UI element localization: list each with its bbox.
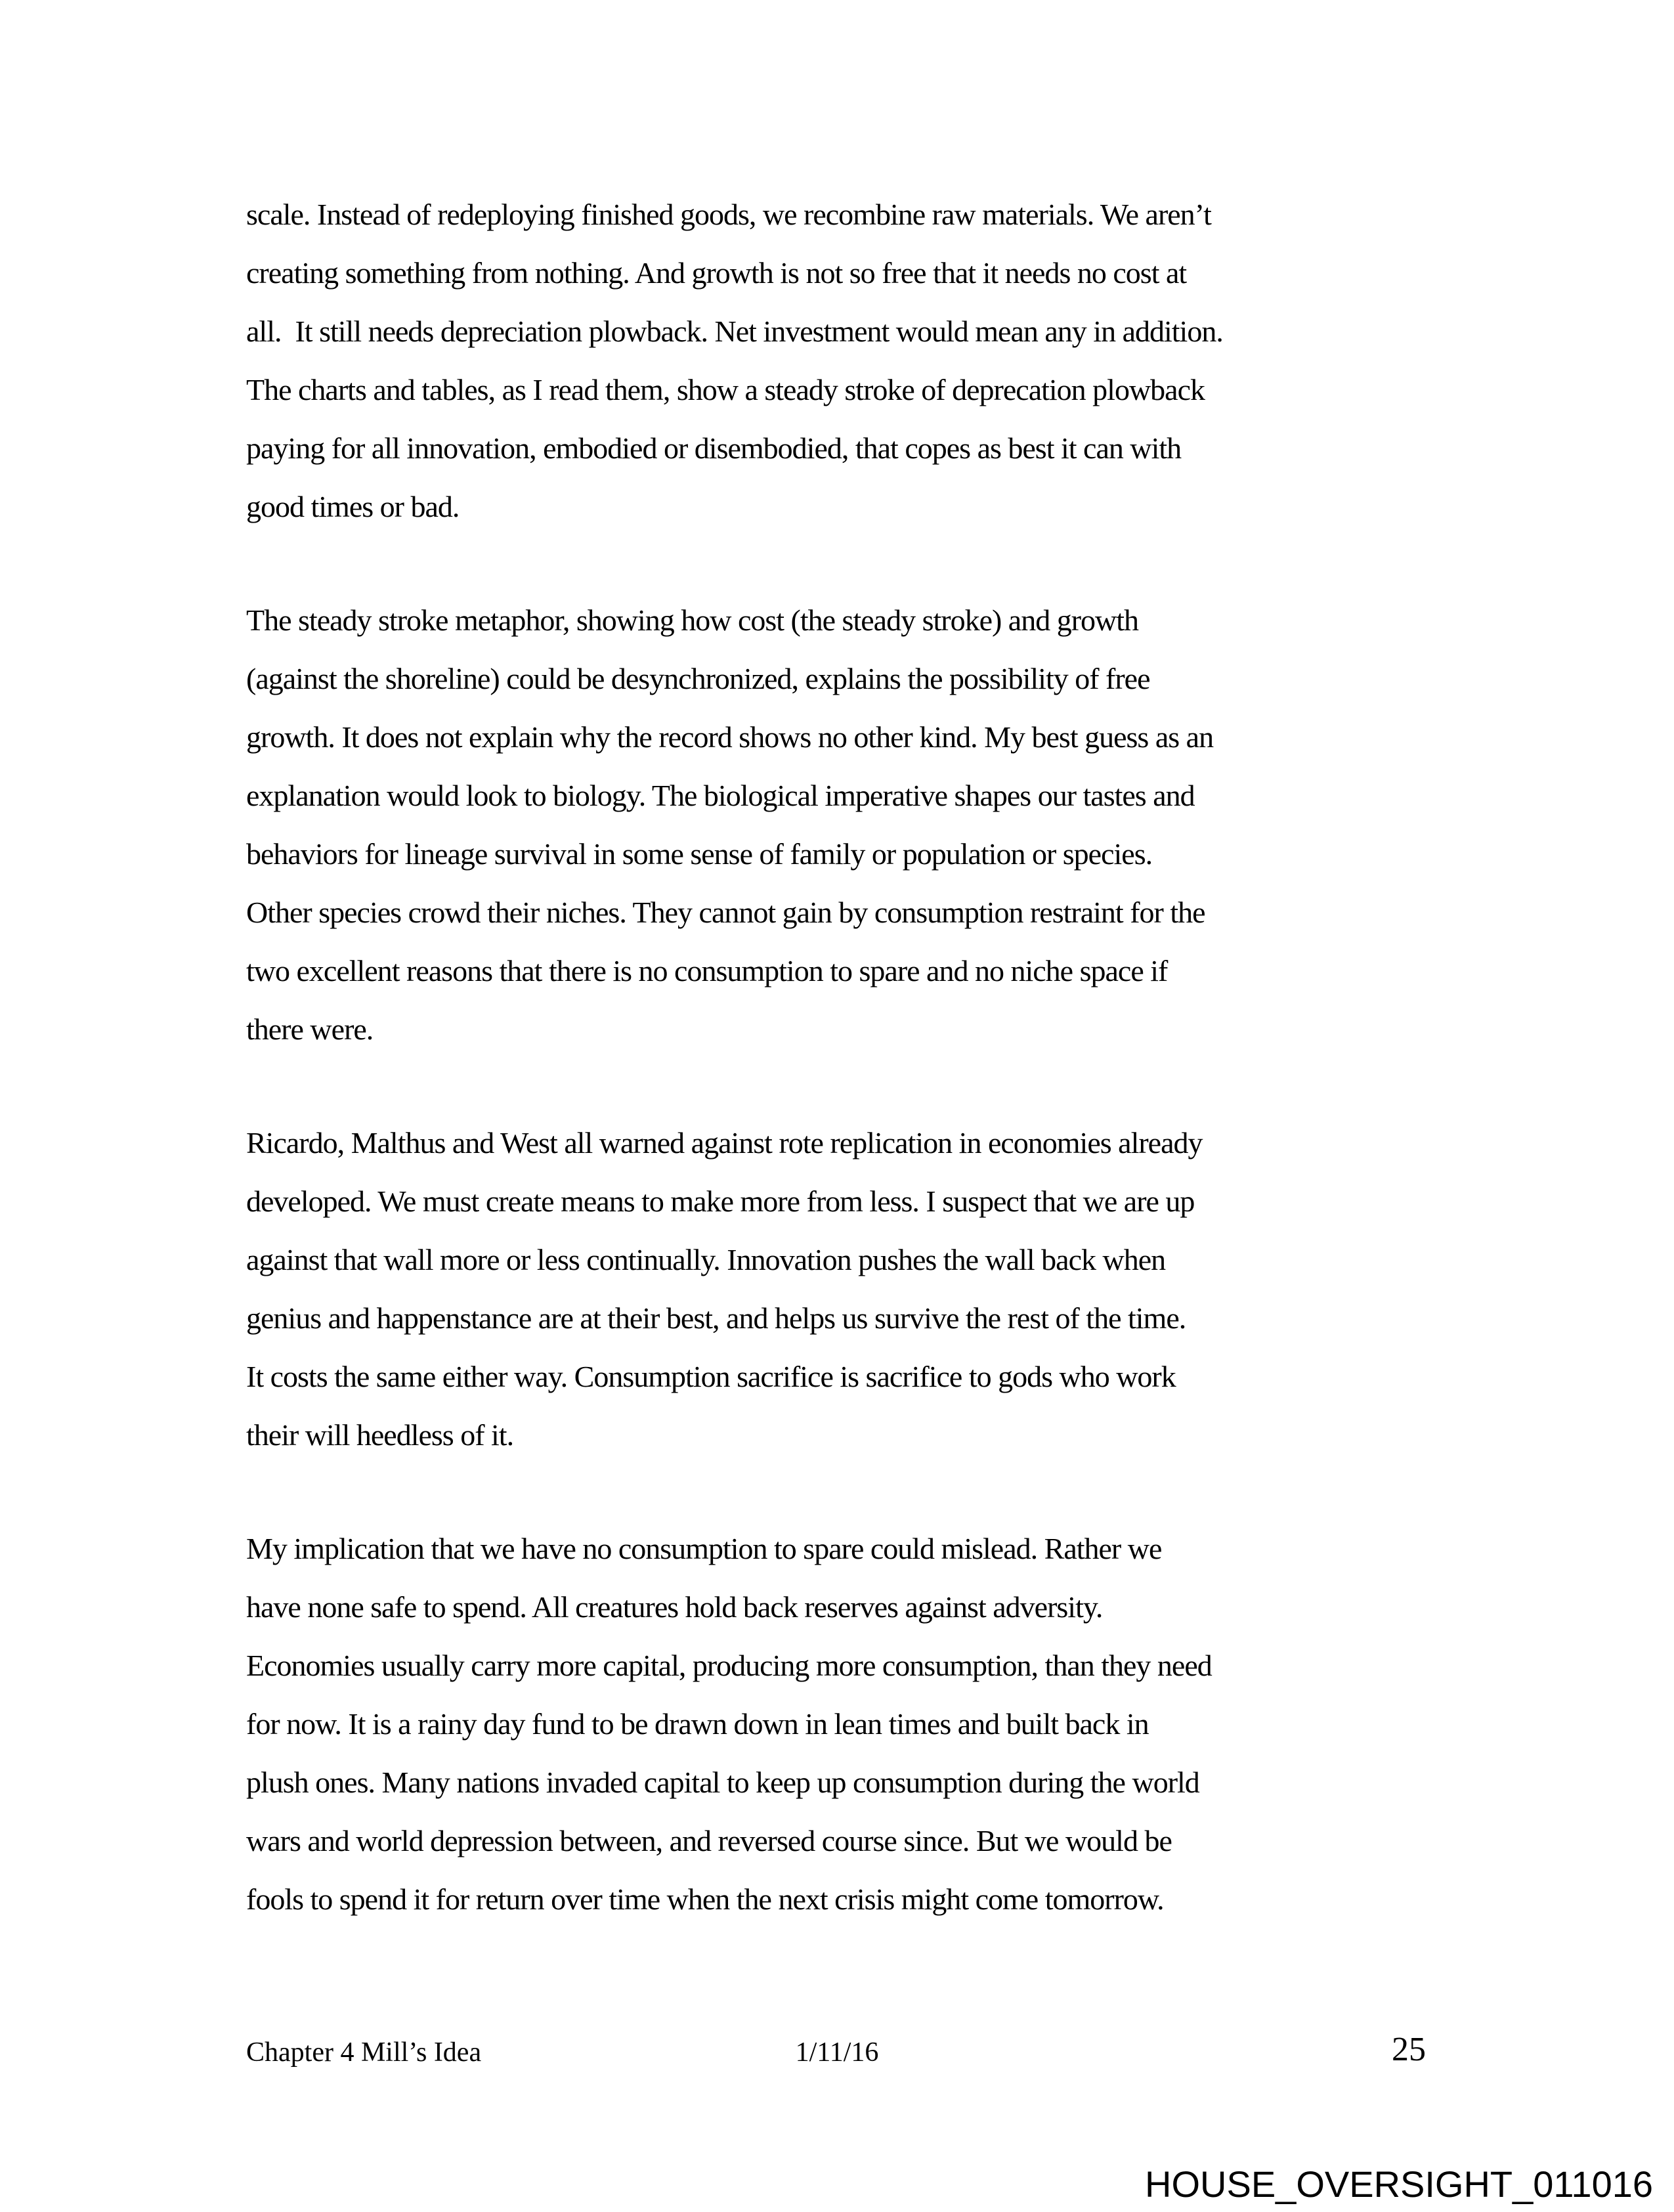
text-line: The steady stroke metaphor, showing how cost (the steady stroke) and growth (246, 603, 1139, 637)
text-line: Economies usually carry more capital, producing more consumption, than they need (246, 1649, 1212, 1682)
document-body (246, 185, 1223, 1984)
text-line: against that wall more or less continually. Innovation pushes the wall back when (246, 1243, 1166, 1276)
text-line: growth. It does not explain why the record shows no other kind. My best guess as an (246, 720, 1214, 754)
text-line: genius and happenstance are at their best, and helps us survive the rest of the time. (246, 1301, 1186, 1335)
footer-date: 1/11/16 (795, 2037, 879, 2068)
text-line: there were. (246, 1012, 374, 1046)
paragraph-3 (246, 1114, 1223, 1464)
paragraph-2 (246, 591, 1223, 1058)
text-line: It costs the same either way. Consumption sacrifice is sacrifice to gods who work (246, 1360, 1176, 1393)
text-line: creating something from nothing. And growth is not so free that it needs no cost at (246, 256, 1187, 290)
text-line: good times or bad. (246, 490, 460, 523)
text-line: My implication that we have no consumption to spare could mislead. Rather we (246, 1532, 1162, 1565)
text-line: (against the shoreline) could be desynchronized, explains the possibility of free (246, 662, 1150, 695)
text-line: have none safe to spend. All creatures hold back reserves against adversity. (246, 1590, 1103, 1624)
text-line: Ricardo, Malthus and West all warned against rote replication in economies already (246, 1126, 1203, 1160)
bates-stamp-watermark: HOUSE_OVERSIGHT_011016 (1145, 2163, 1653, 2205)
text-line: all. It still needs depreciation plowback. Net investment would mean any in addition. (246, 314, 1223, 348)
text-line: fools to spend it for return over time when the next crisis might come tomorrow. (246, 1882, 1164, 1916)
text-line: their will heedless of it. (246, 1418, 514, 1452)
text-line: plush ones. Many nations invaded capital to keep up consumption during the world (246, 1766, 1199, 1799)
footer-page-number: 25 (1392, 2031, 1426, 2068)
text-line: The charts and tables, as I read them, show a steady stroke of deprecation plowback (246, 373, 1205, 406)
text-line: Other species crowd their niches. They cannot gain by consumption restraint for the (246, 896, 1205, 929)
footer-chapter-title: Chapter 4 Mill’s Idea (246, 2037, 482, 2068)
paragraph-4 (246, 1519, 1223, 1928)
text-line: paying for all innovation, embodied or disembodied, that copes as best it can with (246, 431, 1182, 465)
text-line: two excellent reasons that there is no consumption to spare and no niche space if (246, 954, 1168, 987)
text-line: for now. It is a rainy day fund to be drawn down in lean times and built back in (246, 1707, 1149, 1741)
text-line: explanation would look to biology. The biological imperative shapes our tastes and (246, 779, 1195, 812)
paragraph-1 (246, 185, 1223, 536)
text-line: wars and world depression between, and reversed course since. But we would be (246, 1824, 1172, 1857)
text-line: developed. We must create means to make more from less. I suspect that we are up (246, 1184, 1195, 1218)
text-line: behaviors for lineage survival in some sense of family or population or species. (246, 837, 1153, 871)
text-line: scale. Instead of redeploying finished goods, we recombine raw materials. We aren’t (246, 198, 1211, 231)
